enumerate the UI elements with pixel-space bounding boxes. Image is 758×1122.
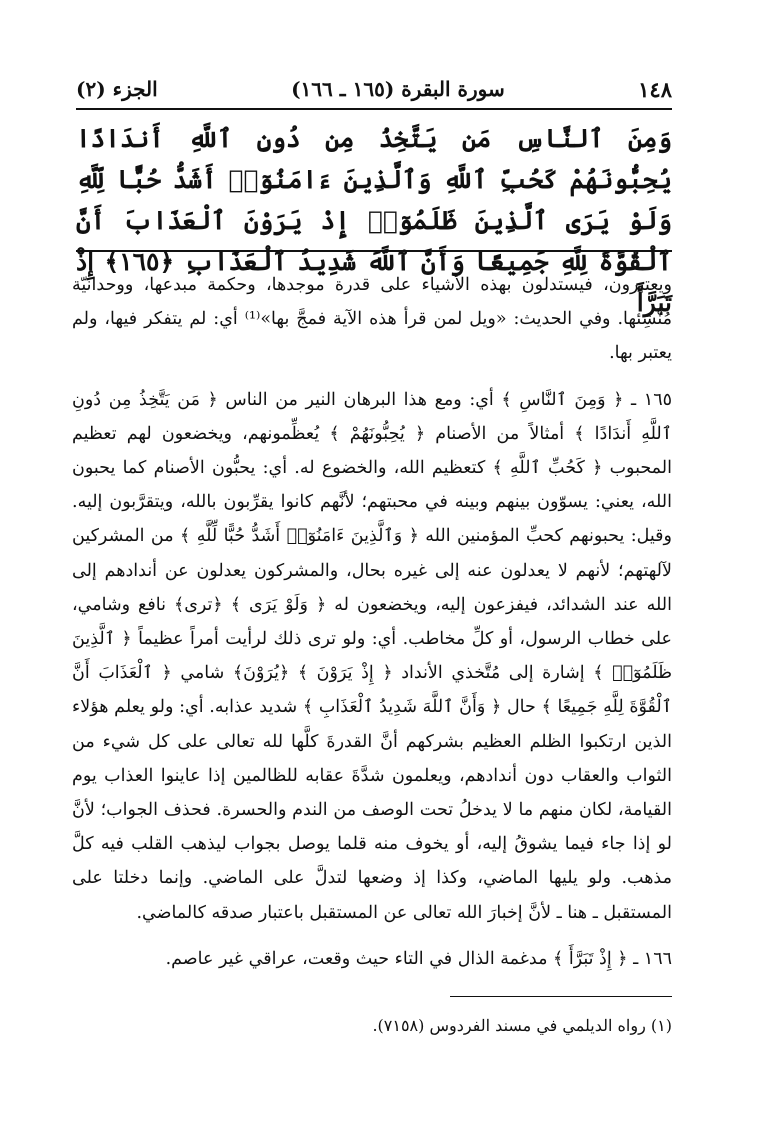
header-divider — [76, 108, 672, 110]
page-number: ١٤٨ — [638, 76, 672, 102]
footnote-divider — [450, 996, 672, 997]
paragraph-verse-165: ١٦٥ ـ ﴿ وَمِنَ ٱلنَّاسِ ﴾ أي: ومع هذا البرهان النير من الناس ﴿ مَن يَتَّخِذُ مِن دُونِ ٱللَّهِ أَندَادًا ﴾ أمثالاً من الأصنام ﴿ يُحِبُّونَهُمْ ﴾ يُعظِّمونهم، ويخضعون لهم تعظيم المحبوب ﴿ كَحُبِّ ٱللَّهِ ﴾ كتعظيم الله، والخضوع له. أي: يحبُّون الأصنام كما يحبون الله، يعني: يسوّون بينهم وبينه في محبتهم؛ لأنَّهم كانوا يقرِّبون بالله، ويتقرَّبون إليه. وقيل: يحبونهم كحبِّ المؤمنين الله ﴿ وَٱلَّذِينَ ءَامَنُوٓا۟ أَشَدُّ حُبًّا لِّلَّهِ ﴾ من المشركين لآلهتهم؛ لأنهم لا يعدلون عنه إلى غيره بحال، والمشركون يعدلون عن أندادهم إلى الله عند الشدائد، فيفزعون إليه، ويخضعون له ﴿ وَلَوْ يَرَى ﴾ ﴿ترى﴾ نافع وشامي، على خطاب الرسول، أو كلِّ مخاطب. أي: ولو ترى ذلك لرأيت أمراً عظيماً ﴿ ٱلَّذِينَ ظَلَمُوٓا۟ ﴾ إشارة إلى مُتَّخذي الأنداد ﴿ إِذْ يَرَوْنَ ﴾ ﴿يُرَوْنَ﴾ شامي ﴿ ٱلْعَذَابَ أَنَّ ٱلْقُوَّةَ لِلَّهِ جَمِيعًا ﴾ حال ﴿ وَأَنَّ ٱللَّهَ شَدِيدُ ٱلْعَذَابِ ﴾ شديد عذابه. أي: ولو يعلم هؤلاء الذين ارتكبوا الظلم العظيم بشركهم أنَّ القدرةَ كلَّها لله تعالى على كل شيء من الثواب والعقاب دون أندادهم، ويعلمون شدَّةَ عقابه للظالمين إذا عاينوا العذاب يوم القيامة، لكان منهم ما لا يدخلُ تحت الوصف من الندم والحسرة. فحذف الجواب؛ لأنَّ لو إذا جاء فيما يشوقُ إليه، أو يخوف منه قلما يوصل بجواب ليذهب القلب فيه كلَّ مذهب. ولو يليها الماضي، وكذا إذ وضعها لتدلَّ على الماضي. وإنما دخلتا على المستقبل ـ هنا ـ لأنَّ إخبارَ الله تعالى عن المستقبل باعتبار صدقه كالماضي. — [72, 389, 672, 923]
commentary-text — [72, 268, 672, 976]
surah-title: سورة البقرة (١٦٥ ـ ١٦٦) — [291, 77, 505, 101]
verse-divider — [76, 250, 672, 252]
quran-verse-block: وَمِنَ ٱلنَّاسِ مَن يَتَّخِذُ مِن دُونِ ٱللَّهِ أَندَادًا يُحِبُّونَهُمْ كَحُبِّ ٱللَّهِ وَٱلَّذِينَ ءَامَنُوٓا۟ أَشَدُّ حُبًّا لِّلَّهِ وَلَوْ يَرَى ٱلَّذِينَ ظَلَمُوٓا۟ إِذْ يَرَوْنَ ٱلْعَذَابَ أَنَّ ٱلْقُوَّةَ لِلَّهِ جَمِيعًا وَأَنَّ ٱللَّهَ شَدِيدُ ٱلْعَذَابِ ﴿١٦٥﴾ إِذْ تَبَرَّأَ — [76, 124, 672, 317]
paragraph-verse-166: ١٦٦ ـ ﴿ إِذْ تَبَرَّأَ ﴾ مدغمة الذال في التاء حيث وقعت، عراقي غير عاصم. — [165, 948, 672, 969]
paragraph-intro: ويعتبرون، فيستدلون بهذه الأشياء على قدرة موجدها، وحكمة مبدعها، ووحدانيّة مُنْشِئها. وفي الحديث: «ويل لمن قرأ هذه الآية فمجَّ بها»⁽¹⁾ أي: لم يتفكر فيها، ولم يعتبر بها. — [72, 275, 672, 364]
footnote: (١) رواه الديلمي في مسند الفردوس (٧١٥٨). — [372, 1016, 672, 1035]
page-header — [76, 72, 672, 106]
juz-label: الجزء (٢) — [76, 77, 158, 101]
